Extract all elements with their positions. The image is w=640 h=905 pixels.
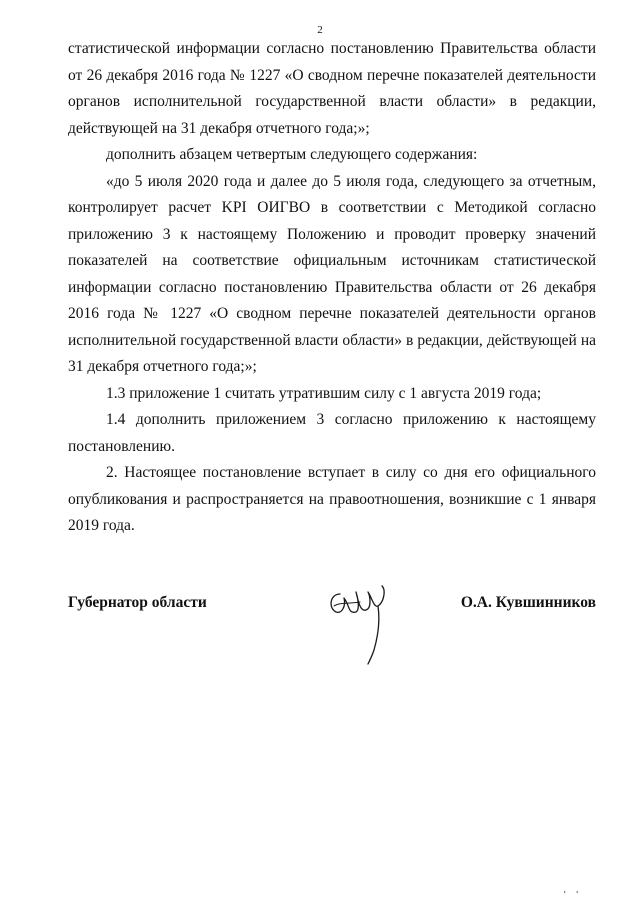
signature-block (68, 576, 596, 666)
handwritten-signature (326, 576, 396, 666)
paragraph-item-2: 2. Настоящее постановление вступает в силу со дня его официального опубликования и распространяется на правоотношения, возникшие с 1 января 2019 года. (68, 464, 596, 534)
paragraph-amend-intro: дополнить абзацем четвертым следующего содержания: (106, 146, 478, 163)
paragraph-item-1-3: 1.3 приложение 1 считать утратившим силу с 1 августа 2019 года; (106, 384, 542, 402)
paragraph-continuation: статистической информации согласно постановлению Правительства области от 26 декабря 2016 года № 1227 «О сводном перечне показателей деятельности органов исполнительной государственной власти области» в редакции, действующей на 31 декабря отчетного года;»; (68, 40, 596, 137)
scan-corner-marks: ' ' (563, 890, 582, 901)
signatory-name: О.А. Кувшинников (460, 594, 596, 611)
document-body (68, 36, 596, 540)
page-number: 2 (317, 24, 323, 36)
paragraph-quoted-amendment: «до 5 июля 2020 года и далее до 5 июля года, следующего за отчетным, контролирует расчет KPI ОИГВО в соответствии с Методикой согласно приложению 3 к настоящему Положению и проводит проверку значений показателей на соответствие официальным источникам статистической информации согласно постановлению Правительства области от 26 декабря 2016 года № 1227 «О сводном перечне показателей деятельности органов исполнительной государственной власти области» в редакции, действующей на 31 декабря отчетного года;»; (68, 172, 596, 375)
paragraph-item-1-4: 1.4 дополнить приложением 3 согласно приложению к настоящему постановлению. (68, 411, 596, 455)
signatory-title: Губернатор области (68, 594, 207, 611)
